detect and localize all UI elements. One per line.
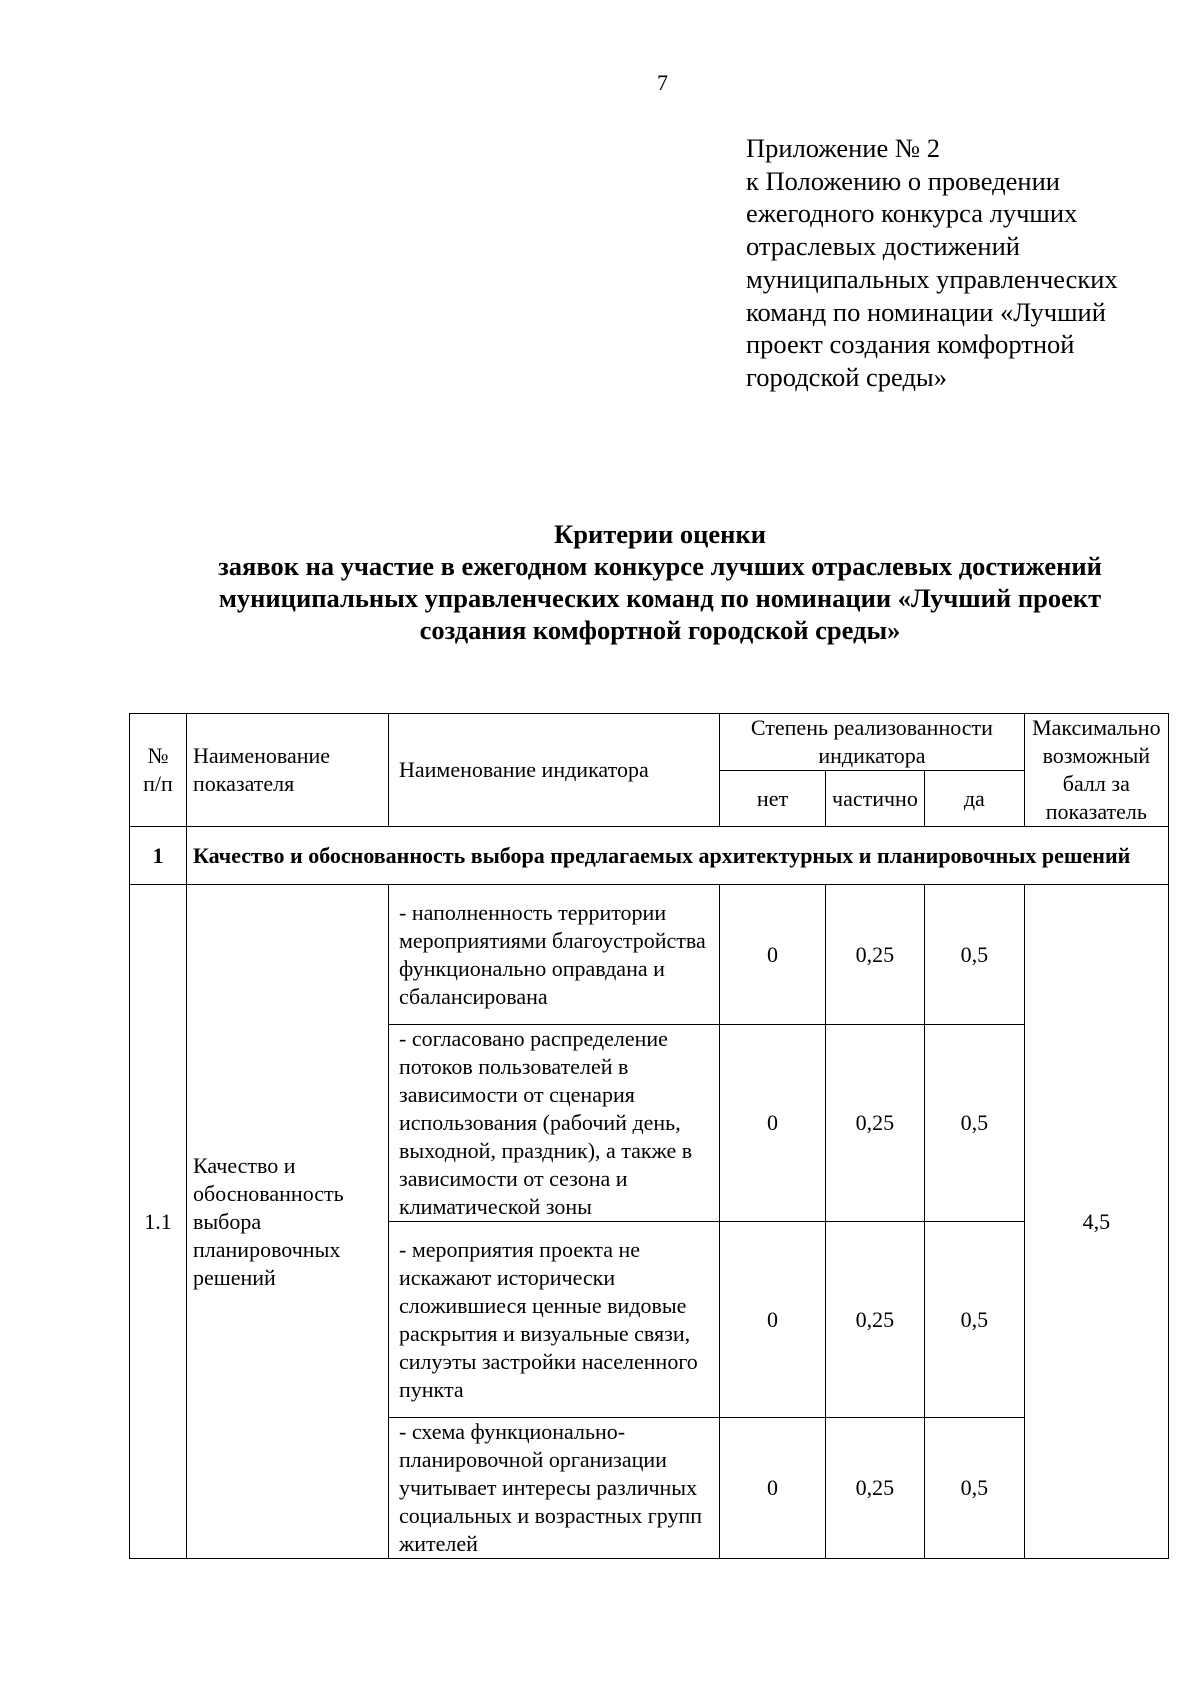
header-num: № п/п	[130, 714, 187, 827]
score-no: 0	[720, 1418, 826, 1559]
score-yes: 0,5	[924, 1025, 1024, 1222]
header-max-score: Максимально возможный балл за показатель	[1024, 714, 1168, 827]
section-num: 1	[130, 827, 187, 885]
header-yes: да	[924, 771, 1024, 827]
title-line: заявок на участие в ежегодном конкурсе лучших отраслевых достижений	[218, 551, 1102, 581]
group-max-score: 4,5	[1024, 885, 1168, 1559]
section-title: Качество и обоснованность выбора предлагаемых архитектурных и планировочных решений	[187, 827, 1169, 885]
group-num: 1.1	[130, 885, 187, 1559]
header-partial: частично	[826, 771, 925, 827]
indicator-text: - наполненность территории мероприятиями благоустройства функционально оправдана и сбалансирована	[389, 885, 720, 1025]
score-partial: 0,25	[826, 1418, 925, 1559]
document-title	[180, 518, 1140, 646]
appendix-line: отраслевых достижений	[746, 231, 1020, 262]
appendix-line: Приложение № 2	[746, 133, 941, 163]
header-no: нет	[720, 771, 826, 827]
appendix-note	[746, 132, 1186, 394]
score-yes: 0,5	[924, 1418, 1024, 1559]
group-name: Качество и обоснованность выбора планировочных решений	[187, 885, 389, 1559]
header-degree: Степень реализованности индикатора	[720, 714, 1025, 771]
page-number: 7	[657, 70, 668, 95]
score-no: 0	[720, 885, 826, 1025]
appendix-line: муниципальных управленческих	[746, 263, 1118, 294]
indicator-text: - согласовано распределение потоков пользователей в зависимости от сценария использования (рабочий день, выходной, праздник), а также в зависимости от сезона и климатической зоны	[389, 1025, 720, 1222]
title-line: муниципальных управленческих команд по номинации «Лучший проект	[218, 583, 1102, 613]
appendix-line: к Положению о проведении	[746, 165, 1060, 196]
header-indicator: Наименование индикатора	[389, 714, 720, 827]
indicator-text: - схема функционально-планировочной организации учитывает интересы различных социальных и возрастных групп жителей	[389, 1418, 720, 1559]
appendix-line: ежегодного конкурса лучших	[746, 198, 1078, 229]
table-row	[130, 885, 1169, 1025]
appendix-line: городской среды»	[746, 361, 947, 392]
criteria-table	[129, 713, 1169, 1559]
appendix-line: команд по номинации «Лучший	[746, 296, 1106, 327]
score-partial: 0,25	[826, 885, 925, 1025]
score-yes: 0,5	[924, 885, 1024, 1025]
score-no: 0	[720, 1025, 826, 1222]
score-partial: 0,25	[826, 1025, 925, 1222]
score-no: 0	[720, 1222, 826, 1418]
appendix-line: проект создания комфортной	[746, 329, 1075, 360]
indicator-text: - мероприятия проекта не искажают исторически сложившиеся ценные видовые раскрытия и визуальные связи, силуэты застройки населенного пункта	[389, 1222, 720, 1418]
header-indicator-group: Наименование показателя	[187, 714, 389, 827]
title-line: создания комфортной городской среды»	[419, 615, 901, 645]
title-line: Критерии оценки	[554, 519, 766, 549]
score-yes: 0,5	[924, 1222, 1024, 1418]
score-partial: 0,25	[826, 1222, 925, 1418]
